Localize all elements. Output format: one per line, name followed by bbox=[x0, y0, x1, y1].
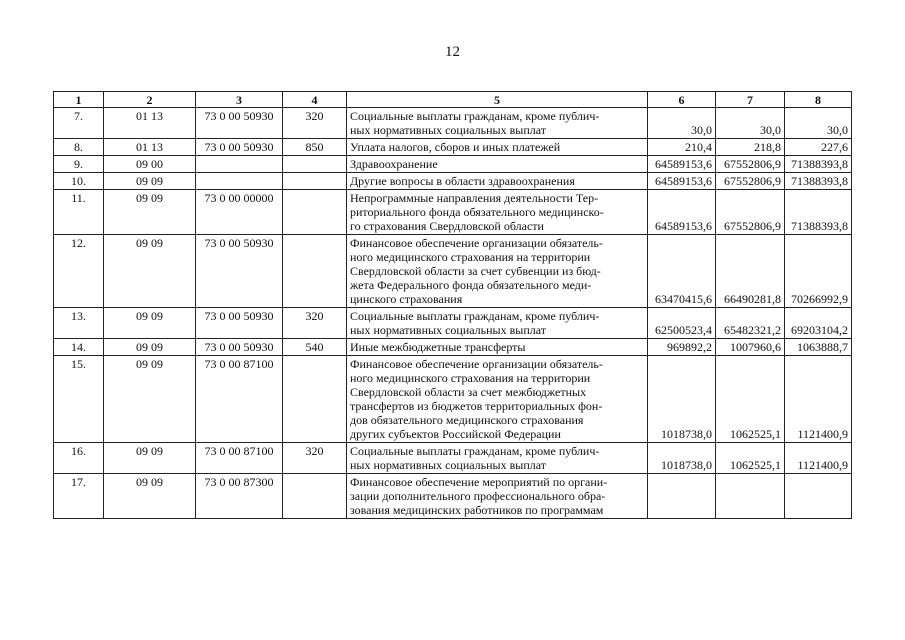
column-header: 2 bbox=[104, 92, 196, 108]
item-name-line: дов обязательного медицинского страхования bbox=[350, 413, 584, 427]
table-row bbox=[54, 190, 852, 235]
item-name-line: цинского страхования bbox=[350, 292, 463, 306]
item-name-line: Финансовое обеспечение организации обязатель- bbox=[350, 236, 603, 250]
column-header: 3 bbox=[196, 92, 283, 108]
row-number-cell: 13. bbox=[54, 308, 104, 339]
table-row bbox=[54, 339, 852, 356]
row-number-cell: 11. bbox=[54, 190, 104, 235]
expense-type-cell: 320 bbox=[283, 308, 347, 339]
section-code-cell: 09 09 bbox=[104, 356, 196, 443]
amount-year-2-cell: 30,0 bbox=[716, 108, 785, 139]
section-code-cell: 09 09 bbox=[104, 443, 196, 474]
row-number-cell: 8. bbox=[54, 139, 104, 156]
item-name-line: Иные межбюджетные трансферты bbox=[350, 340, 526, 354]
amount-year-2-cell: 67552806,9 bbox=[716, 190, 785, 235]
target-article-cell: 73 0 00 50930 bbox=[196, 108, 283, 139]
row-number-cell: 9. bbox=[54, 156, 104, 173]
expense-type-cell: 850 bbox=[283, 139, 347, 156]
target-article-cell: 73 0 00 50930 bbox=[196, 339, 283, 356]
row-number-cell: 10. bbox=[54, 173, 104, 190]
item-name-line: трансфертов из бюджетов территориальных фон- bbox=[350, 399, 603, 413]
item-name-line: риториального фонда обязательного медицинско- bbox=[350, 205, 604, 219]
row-number-cell: 17. bbox=[54, 474, 104, 519]
amount-year-1-cell: 64589153,6 bbox=[648, 173, 716, 190]
table-row bbox=[54, 173, 852, 190]
item-name-line: го страхования Свердловской области bbox=[350, 219, 544, 233]
amount-year-2-cell: 1007960,6 bbox=[716, 339, 785, 356]
item-name-line: Непрограммные направления деятельности Тер- bbox=[350, 191, 599, 205]
table-header-row bbox=[54, 92, 852, 108]
section-code-cell: 01 13 bbox=[104, 108, 196, 139]
expense-type-cell: 320 bbox=[283, 108, 347, 139]
expense-type-cell bbox=[283, 356, 347, 443]
table-row bbox=[54, 443, 852, 474]
item-name-line: ных нормативных социальных выплат bbox=[350, 458, 547, 472]
row-number-cell: 16. bbox=[54, 443, 104, 474]
expense-type-cell bbox=[283, 190, 347, 235]
item-name-line: Свердловской области за счет межбюджетных bbox=[350, 385, 587, 399]
section-code-cell: 09 09 bbox=[104, 190, 196, 235]
amount-year-3-cell: 1063888,7 bbox=[785, 339, 852, 356]
amount-year-1-cell: 1018738,0 bbox=[648, 356, 716, 443]
expense-type-cell bbox=[283, 235, 347, 308]
item-name-cell bbox=[347, 190, 648, 235]
amount-year-1-cell: 210,4 bbox=[648, 139, 716, 156]
amount-year-1-cell: 62500523,4 bbox=[648, 308, 716, 339]
item-name-cell bbox=[347, 156, 648, 173]
section-code-cell: 09 09 bbox=[104, 235, 196, 308]
target-article-cell: 73 0 00 50930 bbox=[196, 235, 283, 308]
item-name-line: ного медицинского страхования на территории bbox=[350, 371, 591, 385]
page-number: 12 bbox=[445, 44, 460, 60]
item-name-cell bbox=[347, 139, 648, 156]
item-name-line: ных нормативных социальных выплат bbox=[350, 123, 547, 137]
table-row bbox=[54, 108, 852, 139]
section-code-cell: 09 09 bbox=[104, 339, 196, 356]
table-body bbox=[54, 108, 852, 519]
item-name-line: Социальные выплаты гражданам, кроме публич- bbox=[350, 109, 600, 123]
section-code-cell: 01 13 bbox=[104, 139, 196, 156]
expense-type-cell: 540 bbox=[283, 339, 347, 356]
amount-year-1-cell: 1018738,0 bbox=[648, 443, 716, 474]
row-number-cell: 14. bbox=[54, 339, 104, 356]
item-name-line: зования медицинских работников по программам bbox=[350, 503, 604, 517]
target-article-cell bbox=[196, 156, 283, 173]
item-name-line: Финансовое обеспечение мероприятий по органи- bbox=[350, 475, 608, 489]
item-name-cell bbox=[347, 308, 648, 339]
amount-year-3-cell: 1121400,9 bbox=[785, 356, 852, 443]
amount-year-3-cell: 70266992,9 bbox=[785, 235, 852, 308]
amount-year-2-cell: 218,8 bbox=[716, 139, 785, 156]
amount-year-1-cell: 969892,2 bbox=[648, 339, 716, 356]
item-name-line: жета Федерального фонда обязательного меди- bbox=[350, 278, 592, 292]
amount-year-3-cell: 69203104,2 bbox=[785, 308, 852, 339]
column-header: 7 bbox=[716, 92, 785, 108]
item-name-cell bbox=[347, 173, 648, 190]
amount-year-2-cell: 67552806,9 bbox=[716, 156, 785, 173]
target-article-cell: 73 0 00 50930 bbox=[196, 308, 283, 339]
amount-year-1-cell bbox=[648, 474, 716, 519]
expense-type-cell bbox=[283, 474, 347, 519]
target-article-cell: 73 0 00 87100 bbox=[196, 443, 283, 474]
amount-year-2-cell: 1062525,1 bbox=[716, 356, 785, 443]
item-name-cell bbox=[347, 108, 648, 139]
section-code-cell: 09 00 bbox=[104, 156, 196, 173]
amount-year-2-cell bbox=[716, 474, 785, 519]
amount-year-2-cell: 65482321,2 bbox=[716, 308, 785, 339]
amount-year-1-cell: 63470415,6 bbox=[648, 235, 716, 308]
target-article-cell: 73 0 00 87100 bbox=[196, 356, 283, 443]
target-article-cell: 73 0 00 87300 bbox=[196, 474, 283, 519]
column-header: 4 bbox=[283, 92, 347, 108]
row-number-cell: 7. bbox=[54, 108, 104, 139]
table-row bbox=[54, 356, 852, 443]
section-code-cell: 09 09 bbox=[104, 474, 196, 519]
item-name-line: зации дополнительного профессионального обра- bbox=[350, 489, 606, 503]
item-name-line: Другие вопросы в области здравоохранения bbox=[350, 174, 575, 188]
amount-year-3-cell: 71388393,8 bbox=[785, 173, 852, 190]
amount-year-3-cell: 71388393,8 bbox=[785, 156, 852, 173]
expense-type-cell: 320 bbox=[283, 443, 347, 474]
target-article-cell: 73 0 00 50930 bbox=[196, 139, 283, 156]
item-name-line: Свердловской области за счет субвенции из бюд- bbox=[350, 264, 601, 278]
table-row bbox=[54, 474, 852, 519]
item-name-line: Социальные выплаты гражданам, кроме публич- bbox=[350, 444, 600, 458]
column-header: 6 bbox=[648, 92, 716, 108]
budget-table bbox=[53, 91, 852, 519]
amount-year-3-cell: 71388393,8 bbox=[785, 190, 852, 235]
target-article-cell: 73 0 00 00000 bbox=[196, 190, 283, 235]
table-row bbox=[54, 308, 852, 339]
item-name-cell bbox=[347, 356, 648, 443]
amount-year-3-cell: 1121400,9 bbox=[785, 443, 852, 474]
item-name-line: ного медицинского страхования на территории bbox=[350, 250, 591, 264]
row-number-cell: 12. bbox=[54, 235, 104, 308]
item-name-cell bbox=[347, 443, 648, 474]
column-header: 1 bbox=[54, 92, 104, 108]
item-name-line: Социальные выплаты гражданам, кроме публич- bbox=[350, 309, 600, 323]
target-article-cell bbox=[196, 173, 283, 190]
item-name-cell bbox=[347, 339, 648, 356]
amount-year-3-cell bbox=[785, 474, 852, 519]
table-row bbox=[54, 156, 852, 173]
column-header: 8 bbox=[785, 92, 852, 108]
amount-year-1-cell: 30,0 bbox=[648, 108, 716, 139]
row-number-cell: 15. bbox=[54, 356, 104, 443]
amount-year-3-cell: 227,6 bbox=[785, 139, 852, 156]
amount-year-2-cell: 1062525,1 bbox=[716, 443, 785, 474]
table-row bbox=[54, 139, 852, 156]
amount-year-1-cell: 64589153,6 bbox=[648, 190, 716, 235]
item-name-line: других субъектов Российской Федерации bbox=[350, 427, 561, 441]
section-code-cell: 09 09 bbox=[104, 173, 196, 190]
amount-year-2-cell: 67552806,9 bbox=[716, 173, 785, 190]
amount-year-3-cell: 30,0 bbox=[785, 108, 852, 139]
item-name-line: ных нормативных социальных выплат bbox=[350, 323, 547, 337]
amount-year-1-cell: 64589153,6 bbox=[648, 156, 716, 173]
item-name-line: Уплата налогов, сборов и иных платежей bbox=[350, 140, 561, 154]
item-name-line: Здравоохранение bbox=[350, 157, 438, 171]
item-name-line: Финансовое обеспечение организации обязатель- bbox=[350, 357, 603, 371]
section-code-cell: 09 09 bbox=[104, 308, 196, 339]
expense-type-cell bbox=[283, 173, 347, 190]
item-name-cell bbox=[347, 235, 648, 308]
amount-year-2-cell: 66490281,8 bbox=[716, 235, 785, 308]
expense-type-cell bbox=[283, 156, 347, 173]
column-header: 5 bbox=[347, 92, 648, 108]
table-row bbox=[54, 235, 852, 308]
item-name-cell bbox=[347, 474, 648, 519]
